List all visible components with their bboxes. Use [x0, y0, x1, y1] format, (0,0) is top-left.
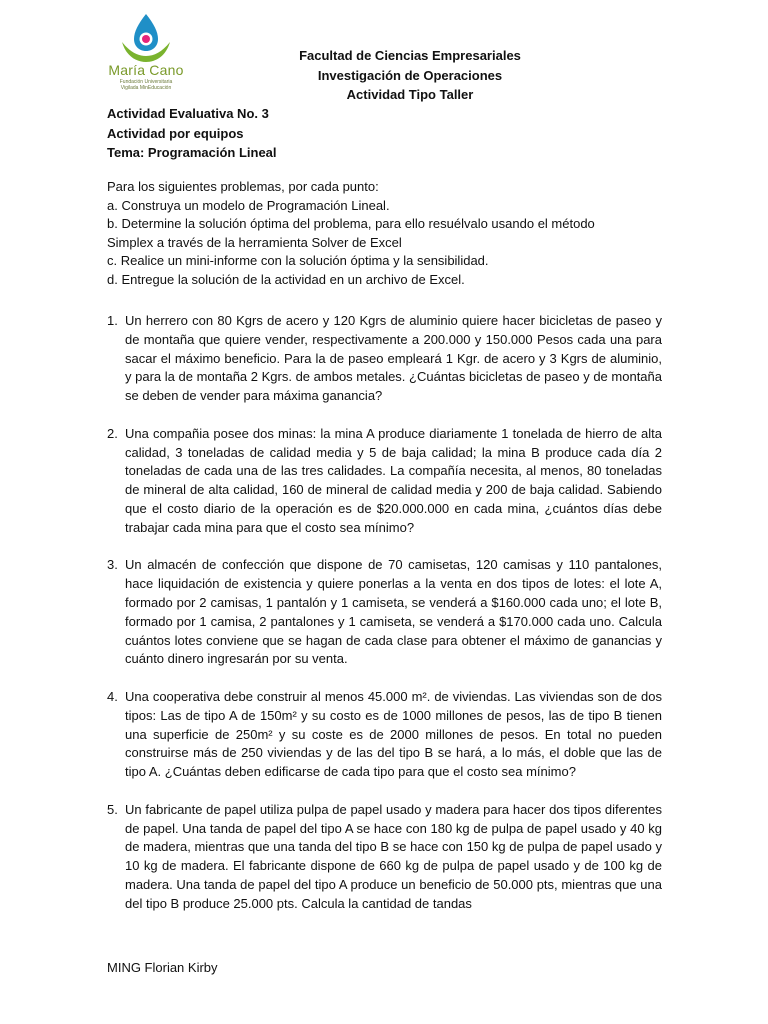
logo-subtitle [104, 79, 188, 91]
problem-number: 3. [107, 557, 118, 573]
problem-item [107, 801, 662, 914]
problem-text: Un herrero con 80 Kgrs de acero y 120 Kgrs de aluminio quiere hacer bicicletas de paseo y de montaña que quiere vender, respectivamente a 200.000 y 150.000 Pesos cada una para sacar el máximo beneficio. Para la de paseo empleará 1 Kgr. de acero y 3 Kgrs de aluminio, y para la de montaña 2 Kgrs. de ambos metales. ¿Cuántas bicicletas de paseo y de montaña se deben de vender para máxima ganancia? [125, 313, 662, 404]
problem-number: 1. [107, 313, 118, 328]
problem-list [107, 312, 662, 932]
problem-item [107, 425, 662, 538]
problem-item [107, 688, 662, 782]
logo-subtitle-1: Fundación Universitaria [119, 79, 173, 85]
instructions [107, 178, 667, 290]
activity-mode: Actividad por equipos [107, 125, 244, 141]
instructions-lead: Para los siguientes problemas, por cada punto: [107, 179, 379, 194]
footer-author: MING Florian Kirby [107, 960, 218, 975]
problem-number: 4. [107, 688, 118, 704]
instruction-a: a. Construya un modelo de Programación Lineal. [107, 197, 390, 213]
course-title: Investigación de Operaciones [317, 67, 503, 83]
activity-topic: Tema: Programación Lineal [107, 145, 277, 160]
faculty-title: Facultad de Ciencias Empresariales [299, 48, 521, 63]
logo-subtitle-2: Vigilada MinEducación [120, 85, 172, 91]
instruction-c: c. Realice un mini-informe con la solución óptima y la sensibilidad. [107, 253, 489, 269]
problem-text: Un almacén de confección que dispone de 70 camisetas, 120 camisas y 110 pantalones, hace liquidación de existencia y quiere ponerlas a la venta en dos tipos de lotes: el lote A, formado por 2 camisas, 1 pantalón y 1 camiseta, se venderá a $160.000 cada uno; el lote B, formado por 1 camisa, 2 pantalones y 1 camiseta, se venderá a $170.000 cada uno. Calcula cuántos lotes conviene que se hagan de cada clase para obtener el máximo de ganancias y cuánto dinero ingresarán por su venta. [125, 557, 662, 667]
activity-type-title: Actividad Tipo Taller [346, 87, 474, 102]
logo-name: María Cano [108, 62, 184, 78]
problem-item [107, 312, 662, 406]
document-header [200, 46, 620, 105]
instruction-b-line1: b. Determine la solución óptima del problema, para ello resuélvalo usando el método [107, 216, 595, 232]
activity-number: Actividad Evaluativa No. 3 [107, 106, 269, 121]
problem-text: Un fabricante de papel utiliza pulpa de papel usado y madera para hacer dos tipos diferentes de papel. Una tanda de papel del tipo A se hace con 180 kg de pulpa de papel usado y 40 kg de madera, mientras que una tanda del tipo B se hace con 150 kg de pulpa de papel usado y 10 kg de madera. El fabricante dispone de 660 kg de pulpa de papel usado y de 100 kg de madera. Una tanda de papel del tipo A produce un beneficio de 50.000 pts, mientras que una del tipo B produce 25.000 pts. Calcula la cantidad de tandas [125, 801, 662, 911]
problem-item [107, 556, 662, 669]
problem-number: 5. [107, 801, 118, 817]
problem-text: Una compañia posee dos minas: la mina A produce diariamente 1 tonelada de hierro de alta calidad, 3 toneladas de calidad media y 5 de baja calidad; la mina B produce cada día 2 toneladas de cada una de las tres calidades. La compañía necesita, al menos, 80 toneladas de mineral de alta calidad, 160 de mineral de calidad media y 200 de baja calidad. Sabiendo que el costo diario de la operación es de $20.000.000 en cada mina, ¿cuántos días debe trabajar cada mina para que el costo sea mínimo? [125, 425, 662, 535]
activity-meta [107, 104, 277, 163]
problem-number: 2. [107, 425, 118, 441]
instruction-d: d. Entregue la solución de la actividad en un archivo de Excel. [107, 271, 465, 287]
logo-emblem-icon [104, 12, 188, 64]
problem-text: Una cooperativa debe construir al menos 45.000 m². de viviendas. Las viviendas son de dos tipos: Las de tipo A de 150m² y su costo es de 1000 millones de pesos, las de tipo B tienen una superficie de 250m² y su coste es de 2000 millones de pesos. En total no pueden construirse más de 250 viviendas y de las del tipo B se hará, a lo más, el doble que las de tipo A. ¿Cuántas deben edificarse de cada tipo para que el costo sea mínimo? [125, 688, 662, 780]
university-logo [104, 12, 188, 98]
instruction-b-line2: Simplex a través de la herramienta Solver de Excel [107, 234, 402, 250]
